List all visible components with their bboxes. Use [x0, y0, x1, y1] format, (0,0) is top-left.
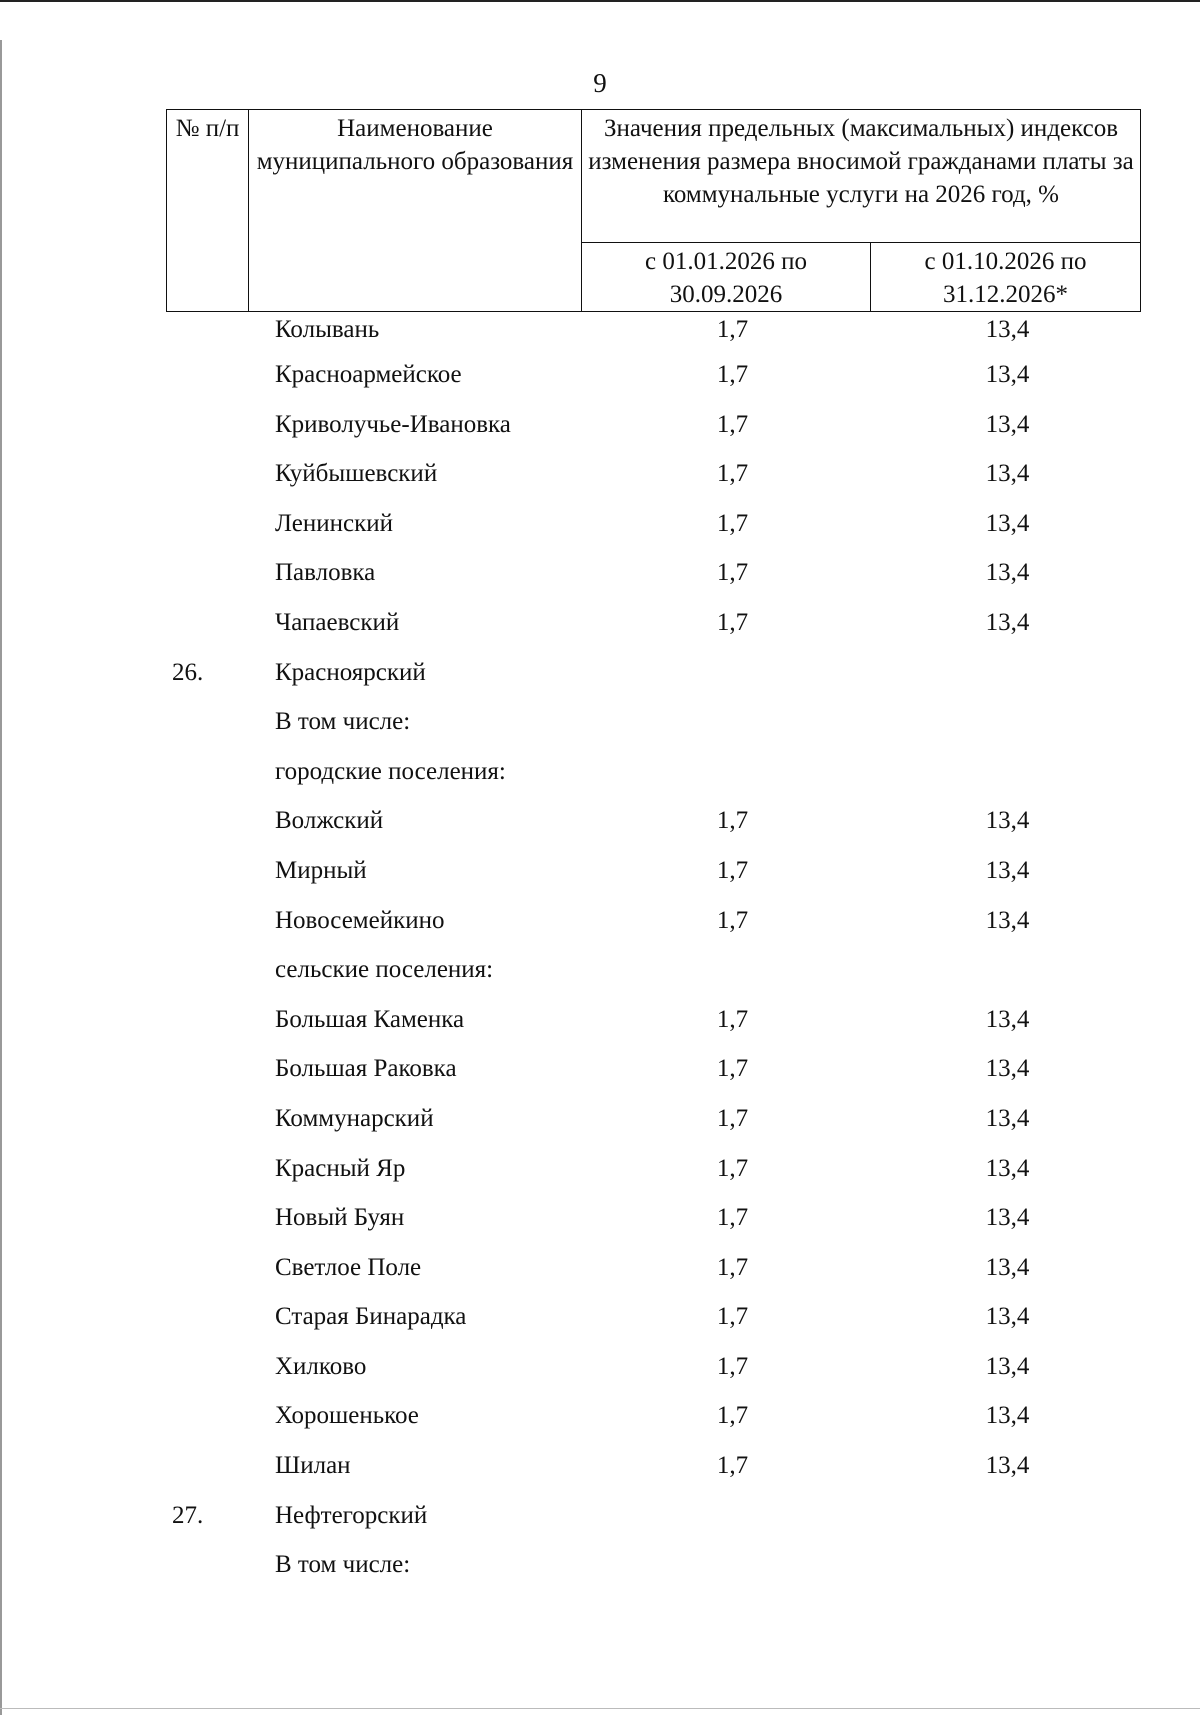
row-name: Красноярский — [275, 658, 426, 686]
row-value-period-2: 13,4 — [985, 1005, 1030, 1033]
row-name: Большая Раковка — [275, 1055, 457, 1083]
header-values-column: Значения предельных (максимальных) индексов изменения размера вносимой гражданами платы за коммунальные услуги на 2026 год, % — [582, 110, 1141, 243]
row-name: Ленинский — [275, 509, 394, 537]
scan-border-top — [0, 0, 1200, 2]
table-row — [0, 1047, 1200, 1097]
row-value-period-1: 1,7 — [716, 1204, 749, 1232]
row-value-period-1: 1,7 — [716, 509, 749, 537]
row-name: городские поселения: — [275, 757, 506, 785]
row-value-period-1: 1,7 — [716, 1253, 749, 1281]
row-value-period-2: 13,4 — [985, 1452, 1030, 1480]
row-name: Красный Яр — [275, 1154, 406, 1182]
table-row — [0, 502, 1200, 552]
table-row — [0, 1444, 1200, 1494]
header-name-column: Наименование муниципального образования — [249, 110, 582, 312]
table-row — [0, 651, 1200, 701]
table-row — [0, 551, 1200, 601]
table-row — [0, 308, 1200, 353]
table-row — [0, 1147, 1200, 1197]
table-row — [0, 1196, 1200, 1246]
page-number: 9 — [593, 68, 607, 98]
row-number: 27. — [172, 1501, 204, 1529]
row-name: Хорошенькое — [275, 1402, 419, 1430]
row-value-period-1: 1,7 — [716, 460, 749, 488]
row-value-period-1: 1,7 — [716, 856, 749, 884]
row-value-period-1: 1,7 — [716, 1055, 749, 1083]
row-value-period-2: 13,4 — [985, 1402, 1030, 1430]
row-name: Мирный — [275, 856, 367, 884]
row-value-period-1: 1,7 — [716, 361, 749, 388]
row-value-period-2: 13,4 — [985, 316, 1030, 343]
row-value-period-2: 13,4 — [985, 1154, 1030, 1182]
row-name: Красноармейское — [275, 361, 462, 388]
row-name: Новосемейкино — [275, 906, 445, 934]
row-value-period-2: 13,4 — [985, 410, 1030, 438]
row-value-period-2: 13,4 — [985, 856, 1030, 884]
row-name: В том числе: — [275, 708, 411, 736]
table-row — [0, 849, 1200, 899]
row-value-period-1: 1,7 — [716, 1005, 749, 1033]
row-name: Старая Бинарадка — [275, 1303, 467, 1331]
table-row — [0, 1295, 1200, 1345]
row-name: Чапаевский — [275, 608, 400, 636]
row-name: Новый Буян — [275, 1204, 405, 1232]
row-number: 26. — [172, 658, 204, 686]
header-number-column: № п/п — [167, 110, 249, 312]
scan-border-bottom — [0, 1708, 1200, 1709]
table-row — [0, 948, 1200, 998]
row-name: сельские поселения: — [275, 956, 494, 984]
row-value-period-2: 13,4 — [985, 509, 1030, 537]
row-value-period-1: 1,7 — [716, 608, 749, 636]
row-name: Хилково — [275, 1352, 367, 1380]
header-period-1: с 01.01.2026 по 30.09.2026 — [582, 243, 871, 312]
table-row — [0, 750, 1200, 800]
row-value-period-1: 1,7 — [716, 1352, 749, 1380]
row-value-period-1: 1,7 — [716, 1452, 749, 1480]
table-row — [0, 899, 1200, 949]
row-value-period-2: 13,4 — [985, 906, 1030, 934]
row-value-period-2: 13,4 — [985, 1204, 1030, 1232]
row-name: Большая Каменка — [275, 1005, 465, 1033]
row-value-period-2: 13,4 — [985, 1253, 1030, 1281]
row-value-period-1: 1,7 — [716, 1303, 749, 1331]
row-name: Волжский — [275, 807, 384, 835]
row-name: Светлое Поле — [275, 1253, 422, 1281]
row-value-period-2: 13,4 — [985, 807, 1030, 835]
row-name: Куйбышевский — [275, 460, 438, 488]
table-row — [0, 1543, 1200, 1593]
table-row — [0, 452, 1200, 502]
table-row — [0, 1246, 1200, 1296]
table-header — [166, 109, 1141, 312]
row-value-period-1: 1,7 — [716, 1154, 749, 1182]
row-value-period-1: 1,7 — [716, 316, 749, 343]
table-body — [0, 308, 1200, 1593]
table-row — [0, 700, 1200, 750]
row-name: Коммунарский — [275, 1104, 434, 1132]
row-value-period-1: 1,7 — [716, 906, 749, 934]
row-value-period-1: 1,7 — [716, 559, 749, 587]
row-value-period-2: 13,4 — [985, 608, 1030, 636]
row-name: Криволучье-Ивановка — [275, 410, 511, 438]
header-period-2: с 01.10.2026 по 31.12.2026* — [871, 243, 1141, 312]
table-row — [0, 601, 1200, 651]
row-name: Шилан — [275, 1452, 351, 1480]
table-row — [0, 403, 1200, 453]
table-row — [0, 1494, 1200, 1544]
row-value-period-2: 13,4 — [985, 1055, 1030, 1083]
row-value-period-2: 13,4 — [985, 559, 1030, 587]
row-value-period-2: 13,4 — [985, 460, 1030, 488]
table-row — [0, 799, 1200, 849]
row-value-period-1: 1,7 — [716, 807, 749, 835]
row-value-period-2: 13,4 — [985, 1352, 1030, 1380]
row-name: Колывань — [275, 316, 380, 343]
row-name: Нефтегорский — [275, 1501, 428, 1529]
table-row — [0, 998, 1200, 1048]
row-name: Павловка — [275, 559, 376, 587]
table-row — [0, 1394, 1200, 1444]
row-name: В том числе: — [275, 1551, 411, 1579]
row-value-period-2: 13,4 — [985, 1303, 1030, 1331]
row-value-period-1: 1,7 — [716, 1104, 749, 1132]
row-value-period-1: 1,7 — [716, 1402, 749, 1430]
table-row — [0, 1345, 1200, 1395]
table-row — [0, 1097, 1200, 1147]
row-value-period-1: 1,7 — [716, 410, 749, 438]
row-value-period-2: 13,4 — [985, 1104, 1030, 1132]
row-value-period-2: 13,4 — [985, 361, 1030, 388]
table-row — [0, 353, 1200, 403]
